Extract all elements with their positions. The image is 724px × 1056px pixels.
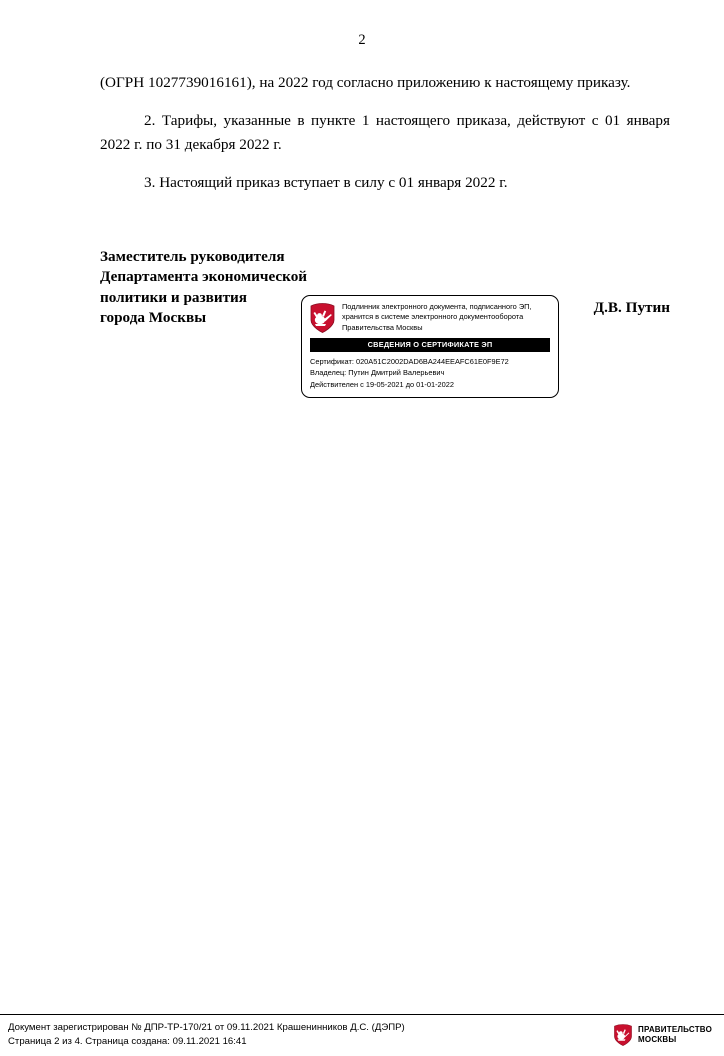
paragraph-text: 3. Настоящий приказ вступает в силу с 01 января 2022 г.	[144, 174, 508, 192]
signature-title-line: Департамента экономической	[100, 268, 308, 286]
stamp-certificate-serial: Сертификат: 020A51C2002DAD6BA244EEAFC61E0F9E72	[310, 356, 509, 366]
footer-gov-line-1: ПРАВИТЕЛЬСТВО	[638, 1025, 712, 1034]
stamp-description	[342, 302, 532, 333]
paragraph-item-3	[100, 171, 670, 195]
signature-title-line: политики и развития	[100, 288, 247, 306]
stamp-certificate-validity: Действителен с 19-05-2021 до 01-01-2022	[310, 379, 454, 389]
signature-title-line: Заместитель руководителя	[100, 248, 285, 266]
moscow-coat-of-arms-icon	[614, 1024, 632, 1046]
footer-page-line: Страница 2 из 4. Страница создана: 09.11.2021 16:41	[8, 1036, 247, 1047]
footer-government-mark	[614, 1024, 716, 1046]
stamp-certificate-owner: Владелец: Путин Дмитрий Валерьевич	[310, 368, 445, 378]
stamp-header	[310, 302, 550, 333]
signatory-name: Д.В. Путин	[593, 299, 670, 317]
footer-government-text	[638, 1025, 712, 1045]
paragraph-ogrn	[100, 71, 670, 95]
document-body	[100, 71, 670, 195]
paragraph-text: 2. Тарифы, указанные в пункте 1 настоящего приказа, действуют с 01 января 2022 г. по 31 декабря 2022 г.	[100, 112, 670, 154]
footer-registration-info	[8, 1021, 405, 1048]
stamp-certificate-bar: СВЕДЕНИЯ О СЕРТИФИКАТЕ ЭП	[310, 338, 550, 352]
moscow-coat-of-arms-icon	[310, 303, 335, 333]
stamp-certificate-details	[310, 356, 550, 390]
footer-gov-line-2: МОСКВЫ	[638, 1035, 677, 1044]
page-number: 2	[358, 32, 366, 48]
stamp-description-line: Правительства Москвы	[342, 322, 423, 332]
document-page	[0, 32, 724, 1056]
electronic-signature-stamp	[301, 295, 559, 398]
signature-block	[100, 247, 670, 389]
stamp-description-line: Подлинник электронного документа, подписанного ЭП,	[342, 302, 532, 312]
paragraph-text: (ОГРН 1027739016161), на 2022 год согласно приложению к настоящему приказу.	[100, 74, 631, 91]
paragraph-item-2	[100, 109, 670, 157]
signature-title-line: города Москвы	[100, 308, 207, 326]
page-footer	[0, 1014, 724, 1056]
footer-registration-line: Документ зарегистрирован № ДПР-ТР-170/21 от 09.11.2021 Крашенинников Д.С. (ДЭПР)	[8, 1022, 405, 1034]
stamp-description-line: хранится в системе электронного документооборота	[342, 312, 524, 322]
